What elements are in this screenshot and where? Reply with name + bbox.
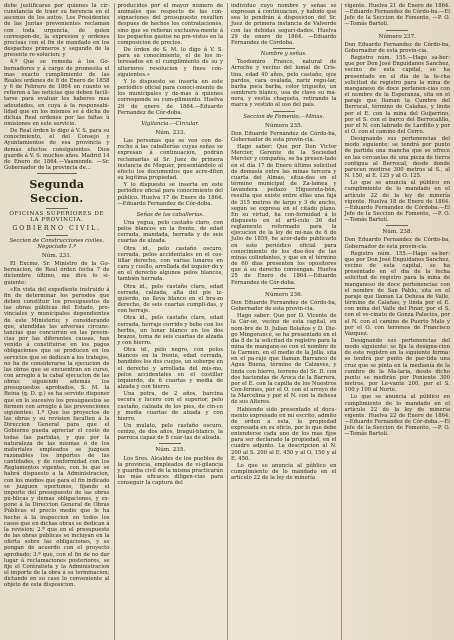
paragraph: De Real órden lo digo á V. S. para su conocimiento, el del Consejo y Ayuntamientos de esa provincia y demas efectos consiguientes. Dios guarde á V. S. muchos años. Madrid 14 de Enero de 1864.—Vaamonde. —Sr. Gobernador de la provincia de...	[4, 128, 110, 172]
paragraph: individuo cuyo nombre y señas se expresan á continuacion, y habido que sea lo pondrán á disposicion del Sr. Juez de primera instancia de Valverde con las debidas seguri-dades. Huelva 29 de enero de 1864. —Eduardo Fernandez de Córdoba.	[231, 3, 337, 46]
divider	[46, 235, 68, 236]
column-1	[4, 3, 110, 640]
column-4	[341, 3, 451, 640]
subheading: Señas de las caballerías.	[136, 211, 204, 218]
government-heading: GOBIERNO CIVIL.	[12, 224, 102, 232]
paragraph: Don Eduardo Fernandez de Córdo-ba, Gobernador de esta provin-cia.	[344, 41, 450, 54]
paragraph: Los Sres. Alcaldes de los pueblos de la provincia, empleados de vi-gilancia y guardia civil de la misma practicarán las más eficaces diligen-cias para conseguir la captura del	[117, 455, 223, 487]
columns	[4, 3, 450, 640]
announcement-number: Núm. 233.	[155, 129, 186, 136]
divider	[273, 48, 295, 49]
paragraph: Las personas que se ven con de-recho á las caballerías cuyas señas se expresan á continuacion, podrán reclamarlas al Sr. Juez de primera instancia de Moguer, presentándolo al efecto los documentos que acre-diten su legítima propiedad.	[117, 138, 223, 182]
column-3	[227, 3, 337, 640]
subheading: Seccion de Construcciones civiles. Negociado 1.º	[9, 237, 104, 250]
paragraph: Una yegua, pelo castaño claro, con pelos blancos en la frente, de edad cerrada, mandada, herrada y de seis cuartas de alzada.	[117, 220, 223, 245]
divider	[386, 30, 408, 31]
paragraph: Hago saber: Que por D. Vicente de la Cár-ue, vecino de esta capital, en nom-bre de D. Julian Bolaños y D. Die-go Mingorancé, se ha presentado en el día 8 de la solicitud de registro para la mina de mangane-so con el nombre de la Carmen, en el medio de la Jolla, sita en el pa-raje que llaman Barranco de Agua Buena, término de Calzaves, y linda con hierro, terreno del Sr. D. con dos haciendas de Aroca de la Barrera, por el E. con la capilla de los Nuestros Con-formes, por el O. con el arroyo de la Marcelina y por el N. con la dehesa de sus Alteres.	[231, 313, 337, 406]
paragraph: Lo que se anuncia al público en cumplimiento de lo mandado en el artículo 22 de la ley de minería	[231, 462, 337, 482]
paragraph: vigente. Huelva 21 de Enero de 1864.—Eduardo Fernandez de Córdo-ba.—El Jefe de la Seccion de Fomento, —P. O.—Tomás Bartolí.	[344, 3, 450, 28]
paragraph: Y lo dispuesto se inserta en este periódico oficial para conocimiento del público. Huelva 17 de Enero de 1864.—Eduardo Fernandez de Cór-doba.	[117, 182, 223, 207]
paragraph: Don Eduardo Fernandez de Córdo-ba, Gobernador de esta provin-cia.	[344, 237, 450, 250]
paragraph: Una potra, de 2 años, barcina oscura y lucero con el superior, pelo castaño, calzada de los pies, de cin-co y media cuartas de alzada y con hierro.	[117, 391, 223, 422]
paragraph: «En vista del expediente instruido á fin de determinar los periodos que deben constituir los presupuestos de las obras públicas del Estado, pro-vinciales y municipales dependientes de este Ministerio; y considerando que, atendidas las adversas circuns-tancias que concurren en las provin-cias por las diferentes causas, han venido á constituirse en los pagos obligaciones que se producen en los servicios que se dedican a los trabajos, no ha de considerarse la ejecucion de las obras que se encuentran en curso, con arreglo á la cabal ejecucion de las obras: siguiendo además los presupuestos aprobados, S. M. la Reina (q. D. g.) se ha servido disponer que en lo sucesivo los presupuestos se formen con arreglo á las prevenciones siguientes: 1.ª Que los proyectos de las obras y su revision faculten á la Direccion General para que el Gobierno pueda apreciar el costo de todas las partidas, y que por la naturaleza de las mismas ó de los materiales empleados se juzguen razonables los importes de las cantidades, y de conformidad con los Reglamentos vigentes, con lo que se habrá dispuesto a la Administracion, con los medios que para el fin indicado se juzguen oportunos, fijando el importe del presupuesto de las obras pú-blicas y demas obligaciones, y ex-pone á la Direccion General de Obras Públicas el precio medio que le ha hecho á la inspeccion en todos los casos que en dichas obras se dedican á la revision; 2.ª que en el presupuesto de las obras públicas se incluyan en la oferta sobre las obligaciones, y se pongan de acuerdo con el proyecto aprobado; 3.ª que, con el fin de no dar lugar á reclamaciones posteriores, se fije el Contratista y la Administracion el importe de la obra á su terminacion; dictando en su caso lo conveniente al objeto de esta disposicion.	[4, 286, 110, 589]
column-2	[114, 3, 224, 640]
announcement-number: Núm. 231.	[41, 253, 72, 259]
paragraph: Designando sus pertenencias del modo siguiente: se tendrá por punto de partida una mancha que se ofrece en las cercanías de una pieza de tierra contigua al Berrocal, desde donde parecen medirse 300 metros al S., al N. 150, al E. 125 y al O. 125.	[344, 136, 450, 180]
paragraph: Hago saber: Que por Don Victor Mercier, Gerente de la Sociedad Mercier y compañía, se ha presen-tado en el día 17 de Enero último solicitud de demasía entre las minas tercera y cuarta del Almao, situa-das en el término municipal de Za-lamea y lavandera pedazo Higuereta-bón, resulta que existe entre ellas una faja de 315 metros de largo y 3 de ancho, segun se expresa en el citado plano. En su virtud, ha con-formidad á lo dispuesto en el artí-culo 36 del reglamento reformado para la ejecucion de la ley de mi-nas de 6 de Julio de 1859, he acor-dado publicarlo en este periódico oficial para conocimiento de los due-ños de las minas colindantes, y que en el término de 60 dias presenten los opositores que á su derecho convengan. Huelva 25 de Enero de 1864.—Eduardo Fernandez de Cór-doba.	[231, 144, 337, 286]
paragraph: Registro núm. 155.—Hago sa-ber: que por Don José Enguidanos Sanchez, vecino de esta capital, se ha presentado en el dia de la fe-cha solicitud de registro para la mina de manganeso de doce pertenen-cias con el nombre de la Esperanza, sita en el paraje que llaman la Cumbre del Berrocal, término de Calañas, y linda por el E. con la mina del Guijarrino, por el S. con el barco del Berrocalillo, por el N. con labrado de Lardillo y por el O. con el camino del Cerro.	[344, 55, 450, 135]
paragraph: Y lo dispuesto se inserta en este periódico oficial para conoci-miento de los municipales y de-mas á quienes corresponde su cum-plimiento. Huelva 29 de enero de 1864.—Eduardo Fernandez de Cór-doba.	[117, 78, 223, 116]
announcement-number: Núm. 235.	[155, 447, 186, 454]
paragraph: De órden de S. M. lo digo á V. S. para su conocimiento, el de los in-teresados en el cumplimiento de su y ulteriores resolucion y fines con-siguientes.»	[117, 47, 223, 78]
paragraph: Don Eduardo Fernandez de Córdo-ba, Gobernador de esta provin-cia.	[231, 299, 337, 313]
paragraph: Habiendo sido presentado el docu-mento expresado en mi escrito, admito de orden a esta, la propiedad expresada en su oficio, por lo que debe entenderse cada uno de los mas fijos para ser declarado la propiedad, en el cuadro adjunto. La descripcion al N. 200 al S. 200 al E. 450 y al O. 150 y al E. 450.	[231, 406, 337, 462]
announcement-number: Núm. 238.	[382, 229, 413, 236]
divider	[273, 288, 295, 289]
divider	[159, 209, 181, 210]
subheading: Vigilancia.—Circular.	[141, 120, 200, 127]
paragraph: El Excmo. Sr. Ministro de la Go-bernacion, de Real órden fecha 7 de diciembre último, me dice lo si-guiente:	[4, 261, 110, 286]
offices-heading: OFICINAS SUPERIORES DE LA PROVINCIA.	[9, 211, 105, 224]
paragraph: Teodomiro Franco, natural de Arroche y vecino del lomal de Cris-tina, edad 40 años, pelo castaño, ojos pardos, cara ovalada, nariz regu-lar, barba poca barba, color trigueño, un sombrero blanco, usa de clavo su ma-nera, y vestía chaqueta, retirando la marca y vestido al uso del país.	[231, 59, 337, 109]
paragraph: Un mulato, pelo castaño oscuro, cenizo, de dos años, bragui-blanco, la parroca capaz de 8 cuar-tas de alzada.	[117, 423, 223, 442]
section-title: Segunda Seccion.	[29, 178, 85, 206]
announcement-number: Número 237.	[378, 33, 416, 40]
divider	[273, 111, 295, 112]
paragraph: Lo que se anuncia al público en cumplimiento de lo mandado en el artículo 22 de la ley de minería vigente. Huelva 18 de Enero de 1864.—Eduardo Fernandez de Córdoba.—El Jefe de la Seccion de Fomento, —P. O.—Tomás Bartolí.	[344, 180, 450, 224]
paragraph: Otra id., pelo castaño claro, edad cerrada, herraje corrido y bebe con los herbis, un lunar blanco en los dos brazos, toma de seis cuartas de alzada y con hierro.	[117, 315, 223, 346]
announcement-number: Número 235.	[265, 122, 303, 129]
divider	[159, 443, 181, 444]
paragraph: Otra id., pelo castaño oscuro, cerrada, pelos accidentales en el cos-tillar derecho, con varias lunares en cara y cuello, arrollada del izquier-do y en el derecho algunos pelos blancos, también herrada.	[117, 245, 223, 283]
paragraph: 4.º Que se remeda á los Go-bernadores y á cargo de promesita el mas exacto cumplimiento de las Reales ordenes de 8 de Enero de 1858 y 6 de Febrero de 1864 en cuanto se refieren á las noticias que deben facili-tarse para evaluar los haberes mas adeudados, en cuya á la responsabi-lidad que en los mismos se á dicha de dichas Real ordenes por las faltas ú omisiones en este servicio.	[4, 59, 110, 127]
paragraph: Registro núm. 155.—Hago sa-ber: que por Don José Enguidanos Sanchez, vecino de esta capital, se ha presentado en el dia de la fecha solicitud de registro para la mina de manganeso de doce pertenencias con el nombre de San Pablo, sita en el paraje que llaman La Dehesa de Valle, término de Calañas, y linda por el E. con mina del Valle del Pinar, por el S. con el ve-cinato de Gonza Palacios, por el N. con el camino de Puerto Malo y por el O. con terrenos de Francisco Vázquez.	[344, 250, 450, 337]
paragraph: Lo que se anuncia al público en cumplimiento de lo mandado en el artículo 22 de la ley de minería vigente. Huelva 22 de Enero de 1864.—Eduardo Fernandez de Cór-doba.—El Jefe de la Seccion de Fomento, —P. O.—Tomás Bartolí.	[344, 394, 450, 438]
paragraph: debe justificarse por quienes la cir-cunstancia de traer su herencia en el ascenso de los autos. Los Presidentes de las Juntas prevenientes reclaman con toda urgencia, de quien correspon-de, la expresion y ordenes precisas con el fin de mandado en los despachos primeros y segundo de la presente re-solucion; y	[4, 3, 110, 59]
paragraph: producidos por el mayor número de animales que respecto de las con-signaciones del presupuesto resulten despues de hechos los contrataciones, sino que se refieran exclusiva-mente á los pequeños gastos no pre-vistos en la composicion de precios.	[117, 3, 223, 46]
paragraph: Otra id., pelo castaño claro, edad cerrada, calzada, alta del pie iz-quierdo, no lleva blanco en el bra-zo derecho, de seis cuartas cumpli-das, y con herraje.	[117, 283, 223, 315]
subheading: Seccion de Fomento.—Minas.	[243, 113, 325, 120]
announcement-number: Número 236.	[265, 291, 303, 298]
divider	[159, 118, 181, 119]
paragraph: Don Eduardo Fernandez de Córdo-ba, Gobernador de esta provin-cia.	[231, 130, 337, 143]
divider	[37, 173, 77, 174]
divider	[386, 225, 408, 226]
subheading: Nombre y señas.	[260, 51, 307, 58]
paragraph: Designando sus pertenencias del modo siguiente: se fija la designa-cion de este registro en la siguiente forma: se tendrá por punto de par-tida una cruz que se pinta en la medianía de la cumbre de la Ma-laria, desde dicho punto se medirán por Poniente 300 metros, por Le-vante 200, por el S. 100 y 100 al Norte.	[344, 337, 450, 394]
paragraph: Otra id., pelo negro, con pelos blancos en la frente, edad cerrada, bandidos los dos cuejos, un soberpe en el derecho y arrollada del mis-mo, pelos accidentales en el costillar izquierdo, de 6 cuartas y media de alzada y con hierro.	[117, 347, 223, 391]
divider	[46, 208, 68, 209]
